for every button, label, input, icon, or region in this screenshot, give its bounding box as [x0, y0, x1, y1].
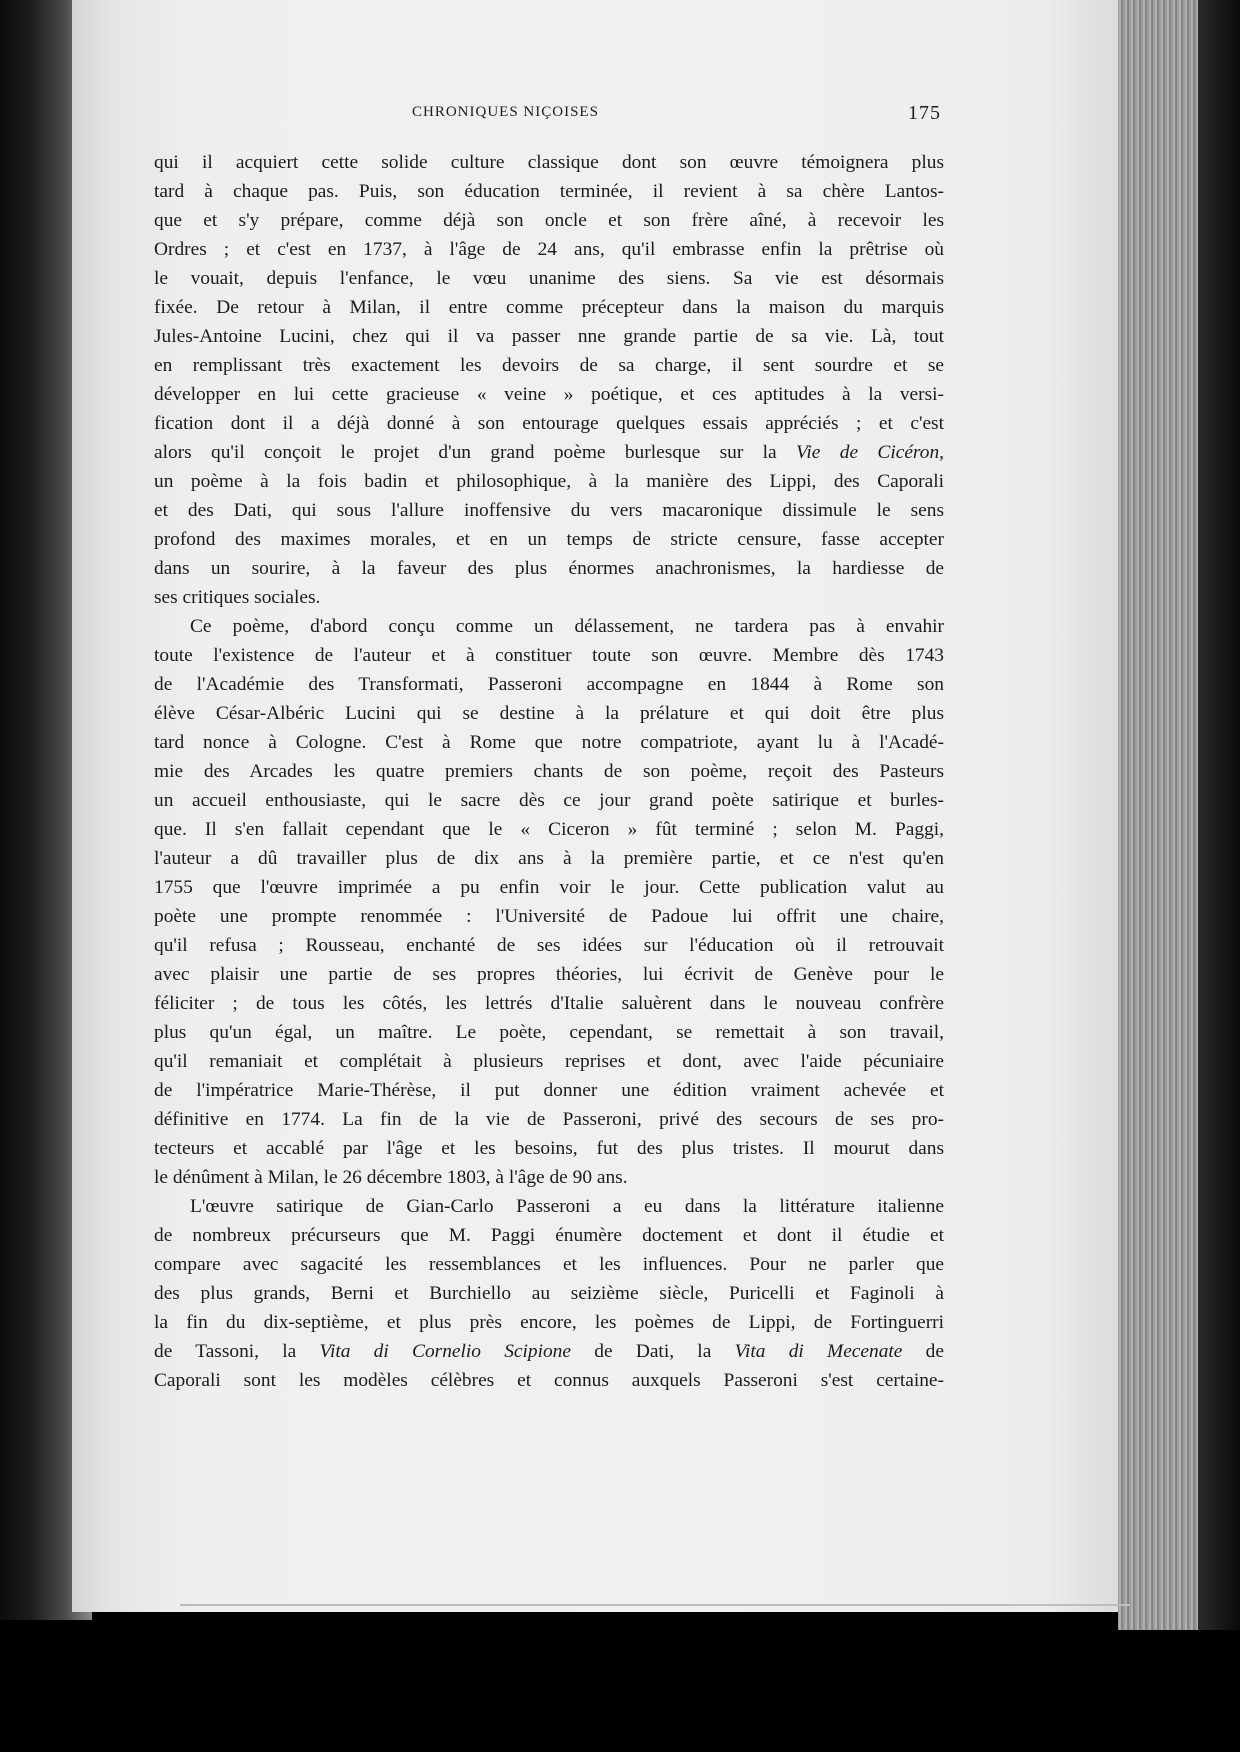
text-line: avec plaisir une partie de ses propres théories, lui écrivit de Genève pour le	[154, 964, 944, 985]
text-segment: de Dati, la	[594, 1341, 712, 1362]
text-line: qu'il refusa ; Rousseau, enchanté de ses idées sur l'éducation où il retrouvait	[154, 935, 944, 956]
running-title: CHRONIQUES NIÇOISES	[412, 104, 599, 120]
text-line: que et s'y prépare, comme déjà son oncle et son frère aîné, à recevoir les	[154, 210, 944, 231]
text-line: le vouait, depuis l'enfance, le vœu unanime des siens. Sa vie est désormais	[154, 268, 944, 289]
text-segment: alors qu'il conçoit le projet d'un grand poème burlesque sur la	[154, 442, 777, 463]
text-line: profond des maximes morales, et en un temps de stricte censure, fasse accepter	[154, 529, 944, 550]
text-line: plus qu'un égal, un maître. Le poète, cependant, se remettait à son travail,	[154, 1022, 944, 1043]
text-line: élève César-Albéric Lucini qui se destine à la prélature et qui doit être plus	[154, 703, 944, 724]
text-line: le dénûment à Milan, le 26 décembre 1803, à l'âge de 90 ans.	[154, 1167, 628, 1188]
text-line: de nombreux précurseurs que M. Paggi énumère doctement et dont il étudie et	[154, 1225, 944, 1246]
text-line: de l'Académie des Transformati, Passeroni accompagne en 1844 à Rome son	[154, 674, 944, 695]
text-line: tard nonce à Cologne. C'est à Rome que notre compatriote, ayant lu à l'Acadé-	[154, 732, 944, 753]
text-line: de l'impératrice Marie-Thérèse, il put donner une édition vraiment achevée et	[154, 1080, 944, 1101]
text-line: Caporali sont les modèles célèbres et connus auxquels Passeroni s'est certaine-	[154, 1370, 944, 1391]
text-line: que. Il s'en fallait cependant que le « Ciceron » fût terminé ; selon M. Paggi,	[154, 819, 944, 840]
text-line: dans un sourire, à la faveur des plus énormes anachronismes, la hardiesse de	[154, 558, 944, 579]
text-line: tecteurs et accablé par l'âge et les besoins, fut des plus tristes. Il mourut dans	[154, 1138, 944, 1159]
text-line: Ce poème, d'abord conçu comme un délassement, ne tardera pas à envahir	[190, 616, 944, 637]
text-line: poète une prompte renommée : l'Université de Padoue lui offrit une chaire,	[154, 906, 944, 927]
text-line: un accueil enthousiaste, qui le sacre dès ce jour grand poète satirique et burles-	[154, 790, 944, 811]
text-line: ses critiques sociales.	[154, 587, 321, 608]
text-line: Ordres ; et c'est en 1737, à l'âge de 24 ans, qu'il embrasse enfin la prêtrise où	[154, 239, 944, 260]
italic-work-title: Vie de Cicéron,	[796, 442, 944, 463]
text-line: fixée. De retour à Milan, il entre comme précepteur dans la maison du marquis	[154, 297, 944, 318]
running-head	[150, 104, 950, 128]
text-line: la fin du dix-septième, et plus près encore, les poèmes de Lippi, de Fortinguerri	[154, 1312, 944, 1333]
text-line: qui il acquiert cette solide culture classique dont son œuvre témoignera plus	[154, 152, 944, 173]
text-segment: de	[925, 1341, 944, 1362]
text-line: développer en lui cette gracieuse « veine » poétique, et ces aptitudes à la versi-	[154, 384, 944, 405]
text-line: qu'il remaniait et complétait à plusieurs reprises et dont, avec l'aide pécuniaire	[154, 1051, 944, 1072]
text-line: 1755 que l'œuvre imprimée a pu enfin voir le jour. Cette publication valut au	[154, 877, 944, 898]
text-line: en remplissant très exactement les devoirs de sa charge, il sent sourdre et se	[154, 355, 944, 376]
page-number: 175	[908, 102, 941, 124]
paragraph-1	[154, 148, 944, 612]
text-line: mie des Arcades les quatre premiers chants de son poème, reçoit des Pasteurs	[154, 761, 944, 782]
body-text	[154, 148, 944, 1395]
text-line: Jules-Antoine Lucini, chez qui il va passer nne grande partie de sa vie. Là, tout	[154, 326, 944, 347]
text-segment: de Tassoni, la	[154, 1341, 297, 1362]
text-line: l'auteur a dû travailler plus de dix ans à la première partie, et ce n'est qu'en	[154, 848, 944, 869]
text-line: un poème à la fois badin et philosophique, à la manière des Lippi, des Caporali	[154, 471, 944, 492]
text-line: féliciter ; de tous les côtés, les lettrés d'Italie saluèrent dans le nouveau confrère	[154, 993, 944, 1014]
page-bottom-edge	[180, 1604, 1130, 1606]
text-line-with-titles	[154, 1337, 944, 1366]
right-page-stack	[1118, 0, 1240, 1630]
paragraph-3	[154, 1192, 944, 1395]
text-line: tard à chaque pas. Puis, son éducation terminée, il revient à sa chère Lantos-	[154, 181, 944, 202]
paragraph-2	[154, 612, 944, 1192]
text-line: définitive en 1774. La fin de la vie de Passeroni, privé des secours de ses pro-	[154, 1109, 944, 1130]
text-line: compare avec sagacité les ressemblances et les influences. Pour ne parler que	[154, 1254, 944, 1275]
text-line: fication dont il a déjà donné à son entourage quelques essais appréciés ; et c'est	[154, 413, 944, 434]
text-line: L'œuvre satirique de Gian-Carlo Passeroni a eu dans la littérature italienne	[190, 1196, 944, 1217]
text-line: toute l'existence de l'auteur et à constituer toute son œuvre. Membre dès 1743	[154, 645, 944, 666]
italic-work-title: Vita di Cornelio Scipione	[319, 1341, 571, 1362]
text-line: et des Dati, qui sous l'allure inoffensive du vers macaronique dissimule le sens	[154, 500, 944, 521]
text-line-with-title	[154, 438, 944, 467]
italic-work-title: Vita di Mecenate	[734, 1341, 903, 1362]
text-line: des plus grands, Berni et Burchiello au seizième siècle, Puricelli et Faginoli à	[154, 1283, 944, 1304]
